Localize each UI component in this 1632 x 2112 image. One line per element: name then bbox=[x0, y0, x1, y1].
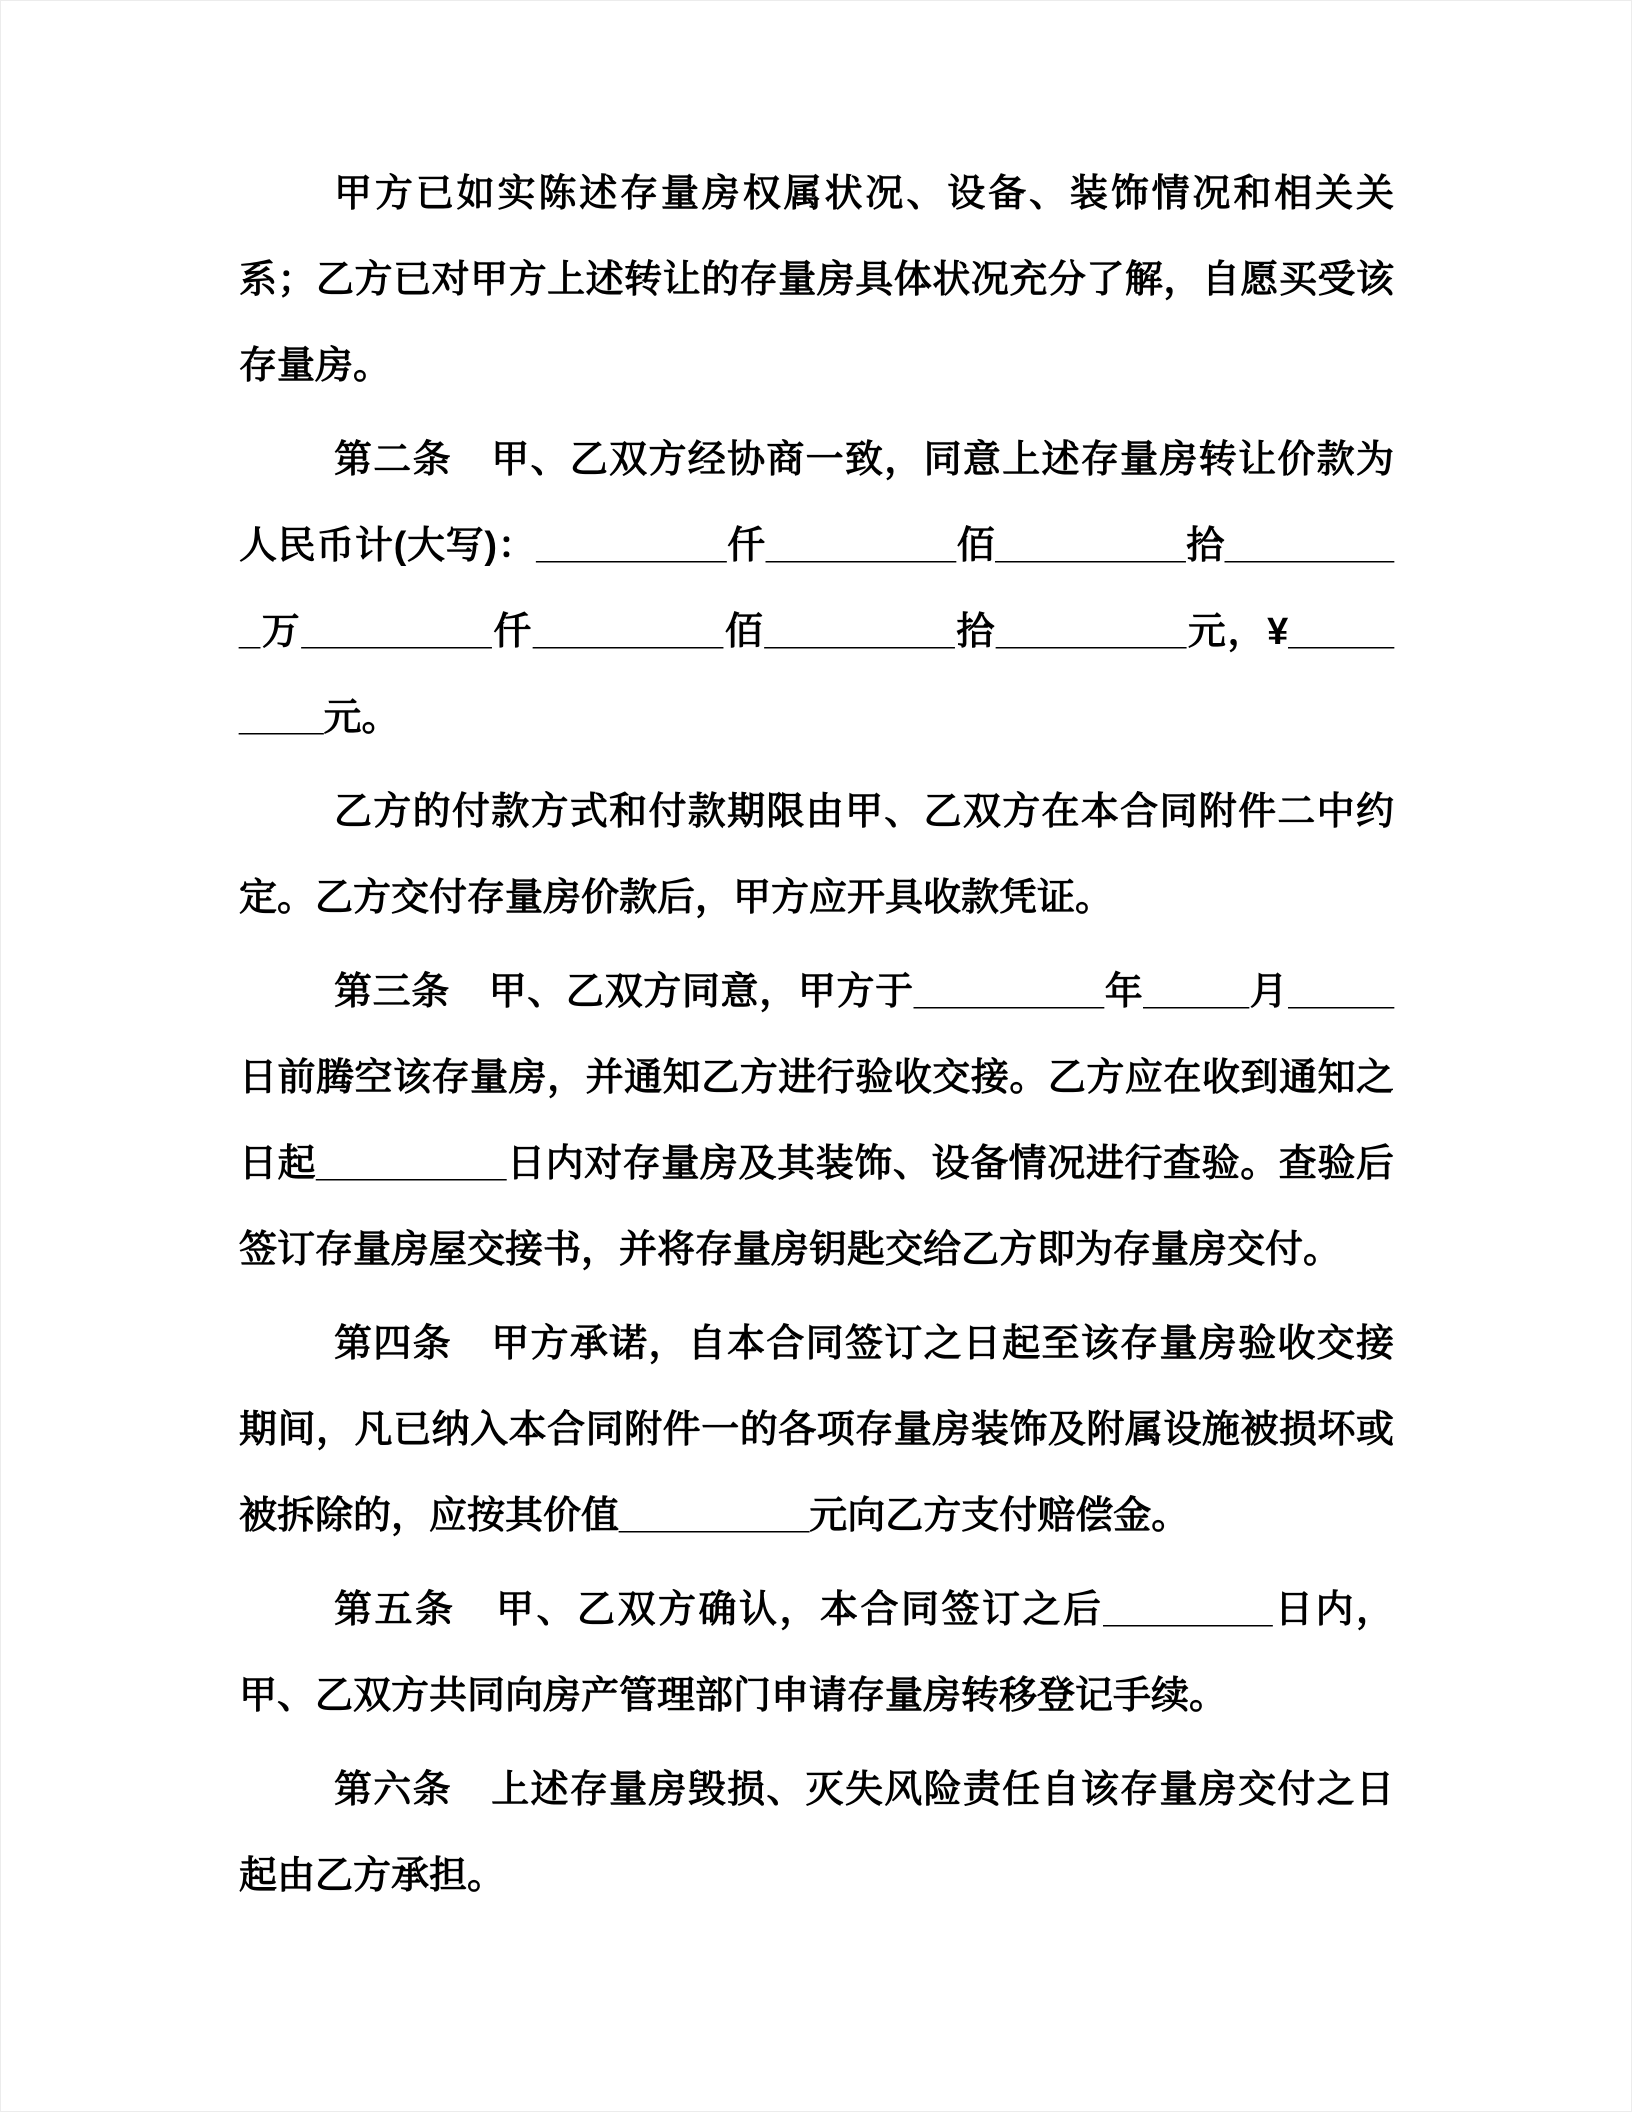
clause-2-price-paragraph: 第二条 甲、乙双方经协商一致，同意上述存量房转让价款为人民币计(大写)：_________仟_________佰_________拾_________万_________仟_________佰_________拾_________元，¥_________元。 bbox=[239, 439, 1394, 739]
paragraph-property-disclosure: 甲方已如实陈述存量房权属状况、设备、装饰情况和相关关系；乙方已对甲方上述转让的存量房具体状况充分了解，自愿买受该存量房。 bbox=[239, 173, 1394, 387]
clause-6-risk-paragraph: 第六条 上述存量房毁损、灭失风险责任自该存量房交付之日起由乙方承担。 bbox=[239, 1769, 1394, 1897]
clause-5-registration-paragraph: 第五条 甲、乙双方确认，本合同签订之后________日内，甲、乙双方共同向房产管理部门申请存量房转移登记手续。 bbox=[239, 1589, 1394, 1717]
clause-4-compensation-paragraph: 第四条 甲方承诺，自本合同签订之日起至该存量房验收交接期间，凡已纳入本合同附件一的各项存量房装饰及附属设施被损坏或被拆除的，应按其价值_________元向乙方支付赔偿金。 bbox=[239, 1323, 1394, 1537]
clause-3-handover-paragraph: 第三条 甲、乙双方同意，甲方于_________年_____月_____日前腾空该存量房，并通知乙方进行验收交接。乙方应在收到通知之日起_________日内对存量房及其装饰、设备情况进行查验。查验后签订存量房屋交接书，并将存量房钥匙交给乙方即为存量房交付。 bbox=[239, 971, 1394, 1271]
paragraph-payment-terms: 乙方的付款方式和付款期限由甲、乙双方在本合同附件二中约定。乙方交付存量房价款后，甲方应开具收款凭证。 bbox=[239, 791, 1394, 919]
contract-body bbox=[239, 151, 1394, 1927]
